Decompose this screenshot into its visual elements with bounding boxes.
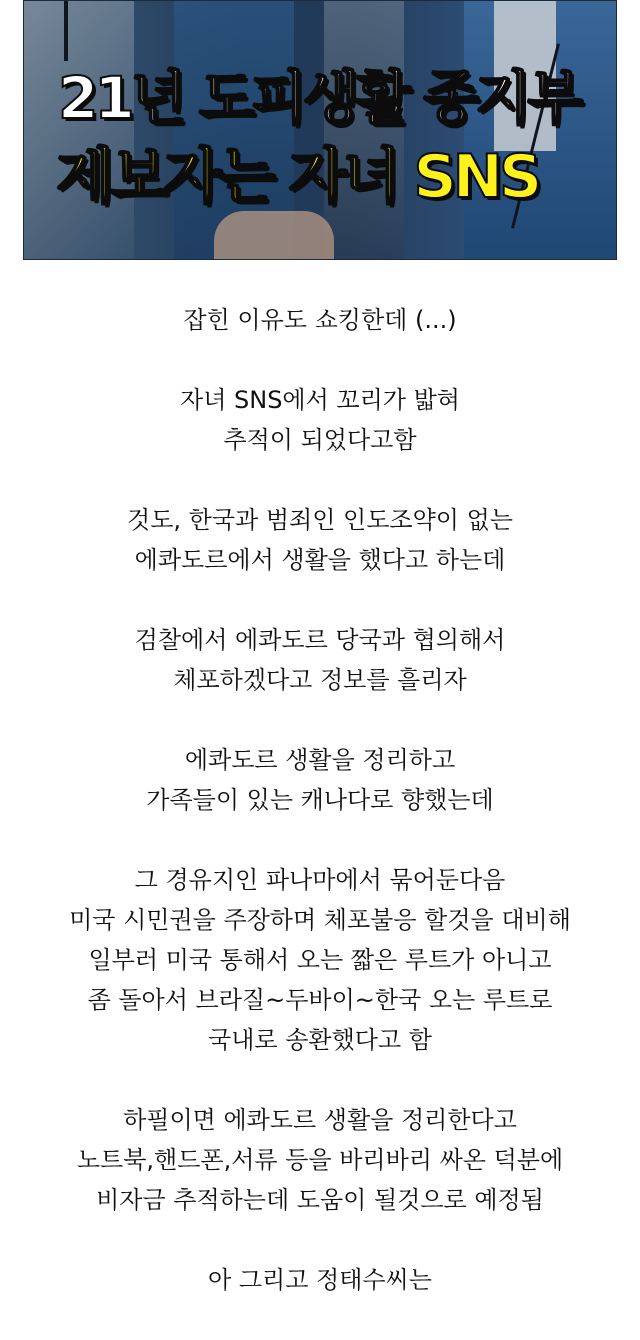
text-line: 잡힌 이유도 쇼킹한데 (...): [183, 306, 457, 334]
paragraph: [0, 300, 640, 340]
text-line: 비자금 추적하는데 도움이 될것으로 예정됨: [96, 1186, 544, 1214]
text-line: 자녀 SNS에서 꼬리가 밟혀: [180, 386, 460, 414]
text-line: 것도, 한국과 범죄인 인도조약이 없는: [127, 506, 513, 534]
photo-background-hands: [214, 211, 334, 260]
text-line: 검찰에서 에콰도르 당국과 협의해서: [134, 626, 506, 654]
text-line: 그 경유지인 파나마에서 묶어둔다음: [134, 866, 506, 894]
text-line: 하필이면 에콰도르 생활을 정리한다고: [123, 1106, 517, 1134]
text-line: 노트북,핸드폰,서류 등을 바리바리 싸온 덕분에: [76, 1146, 564, 1174]
text-line: 아 그리고 정태수씨는: [208, 1266, 432, 1294]
text-line: 국내로 송환했다고 함: [208, 1026, 432, 1054]
paragraph: [0, 1260, 640, 1300]
text-line: 추적이 되었다고함: [223, 426, 417, 454]
headline-line-1: 21년 도피생활 종지부: [58, 64, 580, 132]
text-line: 체포하겠다고 정보를 흘리자: [173, 666, 467, 694]
text-line: 에콰도르에서 생활을 했다고 하는데: [134, 546, 506, 574]
text-line: 미국 시민권을 주장하며 체포불응 할것을 대비해: [69, 906, 571, 934]
paragraph: [0, 1100, 640, 1220]
paragraph: [0, 620, 640, 700]
paragraph: [0, 740, 640, 820]
text-line: 좀 돌아서 브라질~두바이~한국 오는 루트로: [87, 986, 553, 1014]
paragraph: [0, 380, 640, 460]
headline-image: [23, 0, 617, 260]
paragraph: [0, 500, 640, 580]
article-body: [0, 300, 640, 1340]
text-line: 가족들이 있는 캐나다로 향했는데: [146, 786, 494, 814]
text-line: 일부러 미국 통해서 오는 짧은 루트가 아니고: [88, 946, 552, 974]
paragraph: [0, 860, 640, 1060]
text-line: 에콰도르 생활을 정리하고: [184, 746, 456, 774]
headline-line-2: 제보자는 자녀 SNS: [56, 142, 539, 212]
